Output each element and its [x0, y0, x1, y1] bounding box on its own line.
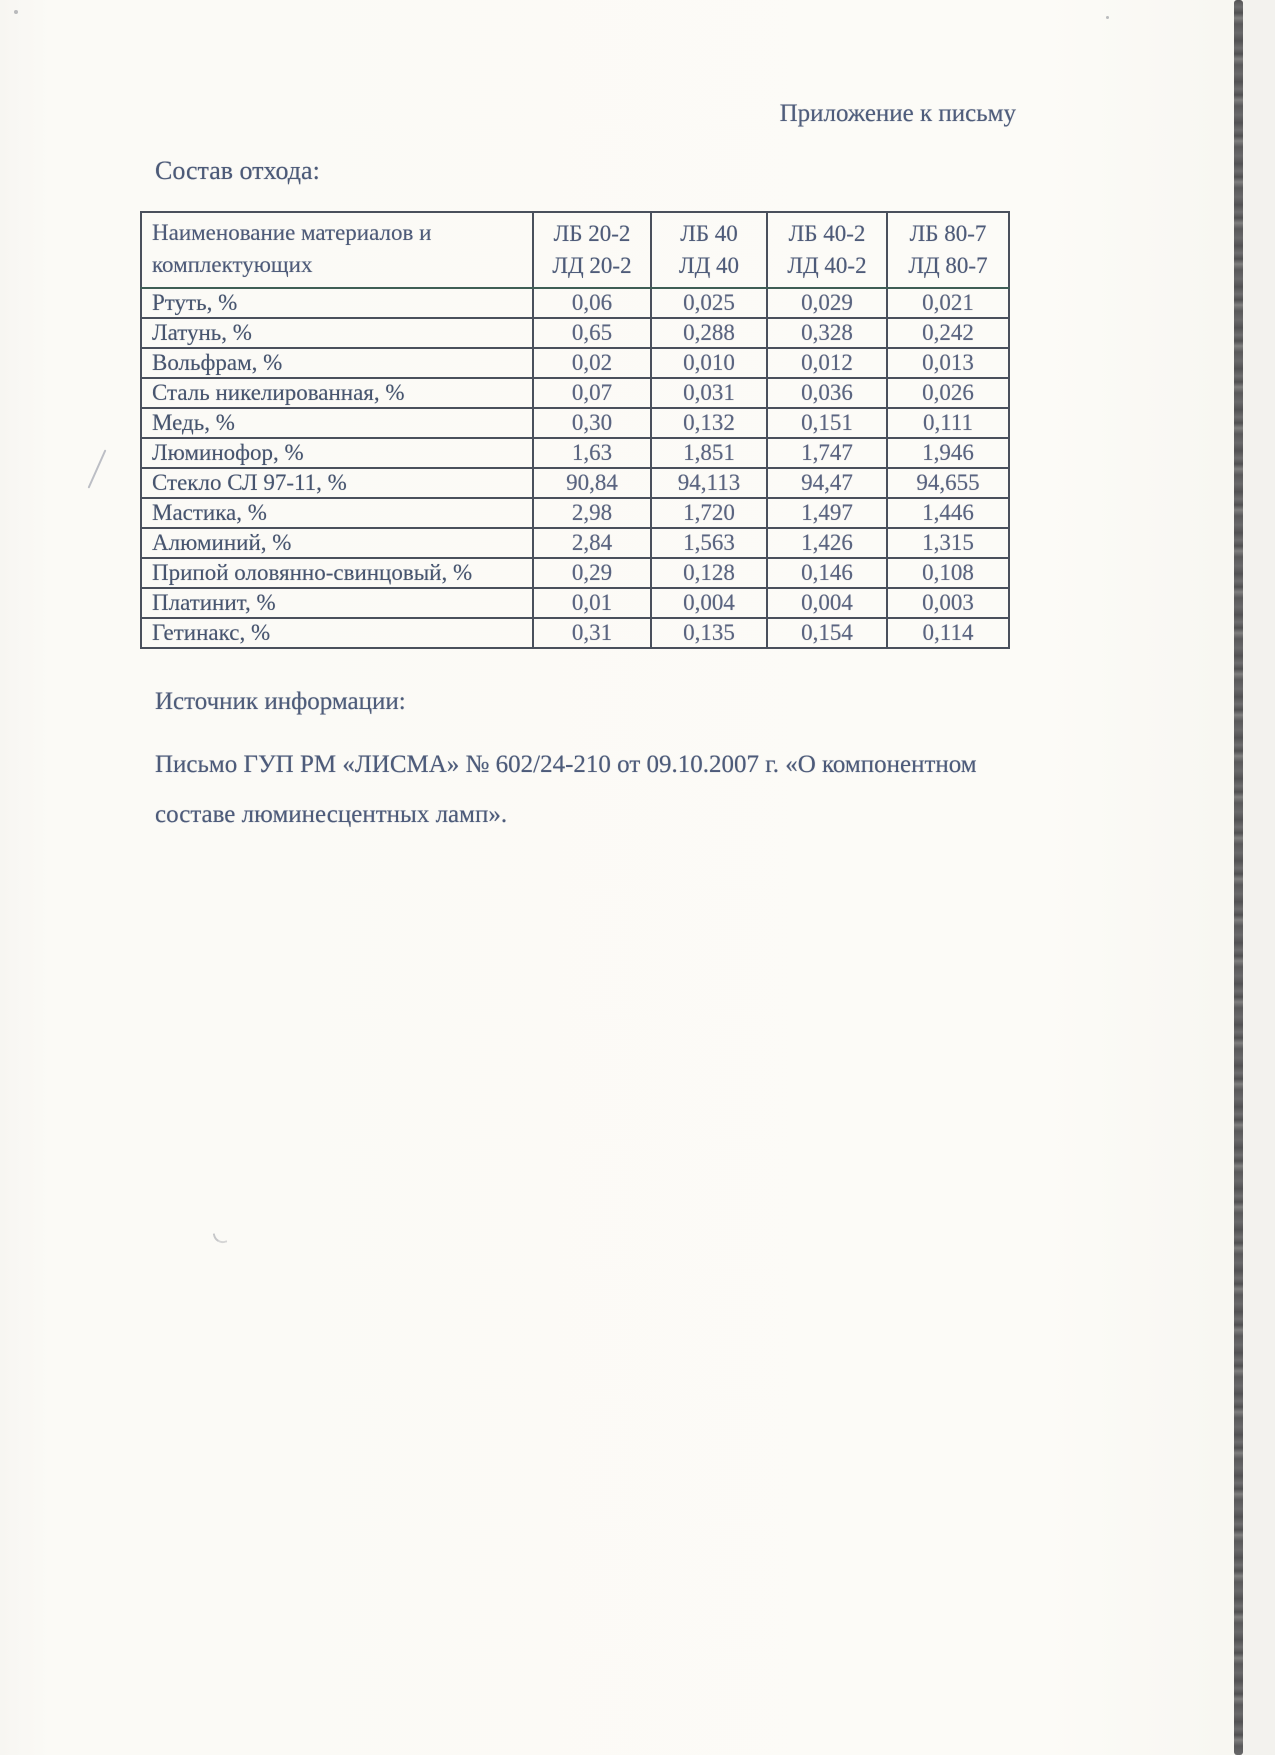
material-value-cell: 1,446: [887, 498, 1009, 528]
material-value-cell: 1,946: [887, 438, 1009, 468]
table-row: [141, 468, 1009, 498]
column-header-lb20: [533, 212, 651, 288]
material-value-cell: 0,30: [533, 408, 651, 438]
material-name-cell: Припой оловянно-свинцовый, %: [141, 558, 533, 588]
material-value-cell: 0,026: [887, 378, 1009, 408]
material-value-cell: 0,021: [887, 288, 1009, 318]
material-value-cell: 2,98: [533, 498, 651, 528]
source-heading: Источник информации:: [155, 688, 406, 715]
material-value-cell: 0,036: [767, 378, 887, 408]
column-header-materials: Наименование материалов и комплектующих: [141, 212, 533, 288]
page-title: Состав отхода:: [155, 156, 320, 185]
column-header-line: ЛД 20-2: [552, 253, 632, 278]
material-value-cell: 0,01: [533, 588, 651, 618]
material-name-cell: Гетинакс, %: [141, 618, 533, 648]
material-value-cell: 0,135: [651, 618, 767, 648]
table-row: [141, 288, 1009, 318]
material-value-cell: 0,06: [533, 288, 651, 318]
source-text-line2: составе люминесцентных ламп».: [155, 801, 508, 828]
material-value-cell: 0,111: [887, 408, 1009, 438]
table-row: [141, 348, 1009, 378]
pen-mark-artifact: [88, 449, 107, 488]
scan-speck: [1106, 16, 1109, 19]
material-value-cell: 1,720: [651, 498, 767, 528]
material-value-cell: 0,328: [767, 318, 887, 348]
column-header-line: ЛБ 20-2: [553, 221, 631, 246]
table-row: [141, 588, 1009, 618]
material-value-cell: 0,108: [887, 558, 1009, 588]
material-value-cell: 0,114: [887, 618, 1009, 648]
table-row: [141, 498, 1009, 528]
source-text: [155, 740, 1055, 840]
material-value-cell: 1,851: [651, 438, 767, 468]
material-name-cell: Вольфрам, %: [141, 348, 533, 378]
column-header-lb80-7: [887, 212, 1009, 288]
table-row: [141, 558, 1009, 588]
material-value-cell: 94,113: [651, 468, 767, 498]
column-header-line: ЛД 40: [678, 253, 740, 278]
material-value-cell: 0,151: [767, 408, 887, 438]
material-value-cell: 0,004: [651, 588, 767, 618]
material-value-cell: 0,128: [651, 558, 767, 588]
material-name-cell: Латунь, %: [141, 318, 533, 348]
material-value-cell: 0,288: [651, 318, 767, 348]
material-value-cell: 1,426: [767, 528, 887, 558]
column-header-lb40-2: [767, 212, 887, 288]
material-value-cell: 94,47: [767, 468, 887, 498]
material-name-cell: Ртуть, %: [141, 288, 533, 318]
material-value-cell: 0,029: [767, 288, 887, 318]
material-name-cell: Сталь никелированная, %: [141, 378, 533, 408]
material-value-cell: 1,563: [651, 528, 767, 558]
table-row: [141, 438, 1009, 468]
column-header-lb40: [651, 212, 767, 288]
table-row: [141, 318, 1009, 348]
material-name-cell: Платинит, %: [141, 588, 533, 618]
material-value-cell: 0,65: [533, 318, 651, 348]
material-value-cell: 0,242: [887, 318, 1009, 348]
material-value-cell: 0,146: [767, 558, 887, 588]
smudge-artifact: [213, 1231, 228, 1246]
material-value-cell: 1,315: [887, 528, 1009, 558]
waste-composition-table: [140, 211, 1010, 649]
material-name-cell: Стекло СЛ 97-11, %: [141, 468, 533, 498]
column-header-line: ЛБ 80-7: [909, 221, 987, 246]
material-name-cell: Люминофор, %: [141, 438, 533, 468]
material-value-cell: 0,013: [887, 348, 1009, 378]
material-value-cell: 0,29: [533, 558, 651, 588]
material-value-cell: 0,07: [533, 378, 651, 408]
material-name-cell: Медь, %: [141, 408, 533, 438]
material-value-cell: 94,655: [887, 468, 1009, 498]
table-row: [141, 528, 1009, 558]
material-value-cell: 0,012: [767, 348, 887, 378]
material-value-cell: 0,003: [887, 588, 1009, 618]
material-value-cell: 90,84: [533, 468, 651, 498]
scan-edge-shadow-strip: [1234, 0, 1243, 1755]
table-header-row: [141, 212, 1009, 288]
material-value-cell: 0,132: [651, 408, 767, 438]
material-name-cell: Алюминий, %: [141, 528, 533, 558]
material-value-cell: 1,63: [533, 438, 651, 468]
appendix-label: Приложение к письму: [779, 100, 1016, 127]
column-header-line: ЛД 40-2: [787, 253, 867, 278]
material-value-cell: 0,02: [533, 348, 651, 378]
scan-speck: [14, 10, 18, 14]
table-row: [141, 618, 1009, 648]
material-value-cell: 0,31: [533, 618, 651, 648]
table-row: [141, 408, 1009, 438]
column-header-line: ЛБ 40: [680, 221, 738, 246]
material-value-cell: 0,004: [767, 588, 887, 618]
column-header-line: ЛБ 40-2: [788, 221, 866, 246]
source-text-line1: Письмо ГУП РМ «ЛИСМА» № 602/24-210 от 09.10.2007 г. «О компонентном: [155, 751, 977, 778]
material-name-cell: Мастика, %: [141, 498, 533, 528]
material-value-cell: 2,84: [533, 528, 651, 558]
scan-page-edge: [1243, 0, 1275, 1755]
waste-table-body: [141, 288, 1009, 648]
table-row: [141, 378, 1009, 408]
material-value-cell: 0,154: [767, 618, 887, 648]
material-value-cell: 1,747: [767, 438, 887, 468]
material-value-cell: 0,025: [651, 288, 767, 318]
material-value-cell: 0,010: [651, 348, 767, 378]
column-header-line: ЛД 80-7: [908, 253, 988, 278]
material-value-cell: 0,031: [651, 378, 767, 408]
material-value-cell: 1,497: [767, 498, 887, 528]
